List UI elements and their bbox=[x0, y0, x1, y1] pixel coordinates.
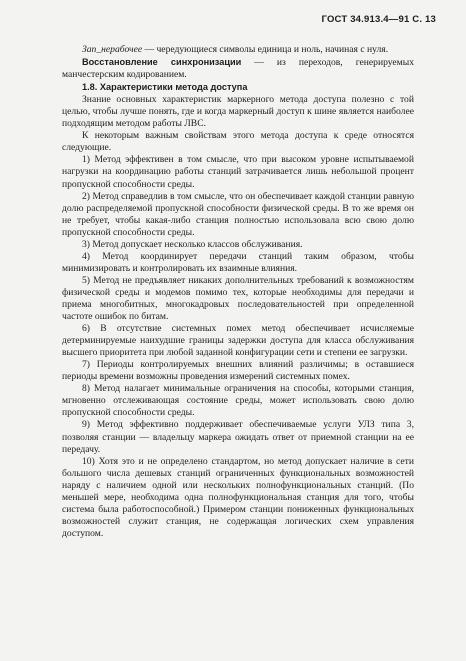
paragraph: Знание основных характеристик маркерного метода доступа полезно с той целью, чтобы лучше понять, где и когда маркерный доступ к шине является наиболее подходящим методом работы ЛВС. bbox=[62, 94, 414, 130]
list-item: 4) Метод координирует передачи станций таким образом, чтобы минимизировать и контролировать их взаимные влияния. bbox=[62, 250, 414, 274]
list-item: 5) Метод не предъявляет никаких дополнительных требований к возможностям физической среды и модемов помимо тех, которые необходимы для передачи и приема многобитных, многокадровых последовательностей при определенной частоте ошибок по битам. bbox=[62, 274, 414, 323]
section-heading: 1.8. Характеристики метода доступа bbox=[82, 82, 248, 93]
definition-term: Зап_нерабочее bbox=[82, 44, 143, 55]
paragraph: К некоторым важным свойствам этого метода доступа к среде относятся следующие. bbox=[62, 130, 414, 154]
definition-sync-recovery bbox=[62, 56, 414, 81]
list-item: 8) Метод налагает минимальные ограничения на способы, которыми станция, мгновенно отслеживающая состояние среды, может использовать свою долю пропускной способности среды. bbox=[62, 383, 414, 419]
list-item: 6) В отсутствие системных помех метод обеспечивает исчисляемые детерминируемые наихудшие границы задержки доступа для класса обслуживания высшего приоритета при любой заданной конфигурации сети и степени ее загрузки. bbox=[62, 323, 414, 359]
list-item: 3) Метод допускает несколько классов обслуживания. bbox=[82, 238, 303, 250]
definition-idle bbox=[62, 44, 414, 56]
list-item: 7) Периоды контролируемых внешних влияний различимы; в оставшиеся периоды времени возможны проведения измерений системных помех. bbox=[62, 359, 414, 383]
list-item: 9) Метод эффективно поддерживает обеспечиваемые услуги УЛЗ типа 3, позволяя станции — владельцу маркера ожидать ответ от приемной станции на ее передачу. bbox=[62, 419, 414, 455]
definition-term: Восстановление синхронизации bbox=[82, 57, 242, 68]
list-item: 1) Метод эффективен в том смысле, что при высоком уровне испытываемой нагрузки на координацию работы станций затрачивается лишь небольшой процент пропускной способности среды. bbox=[62, 154, 414, 190]
page-header: ГОСТ 34.913.4—91 С. 13 bbox=[321, 14, 436, 25]
page-body bbox=[62, 44, 414, 540]
definition-text: — из переходов, генерируемых манчестерским кодированием. bbox=[62, 57, 414, 81]
definition-text: — чередующиеся символы единица и ноль, начиная с нуля. bbox=[142, 44, 389, 55]
list-item: 10) Хотя это и не определено стандартом, но метод допускает наличие в сети большого числа дешевых станций ограниченных функциональных возможностей наряду с наличием одной или нескольких полнофункциональных станций. (По меньшей мере, необходима одна полнофункциональная станция для того, чтобы система была работоспособной.) Примером станции пониженных функциональных возможностей служит станция, не содержащая логических схем управления доступом. bbox=[62, 455, 414, 539]
list-item: 2) Метод справедлив в том смысле, что он обеспечивает каждой станции равную долю распределяемой пропускной способности физической среды. В то же время он не требует, чтобы какая-либо станция полностью использовала всю свою долю пропускной способности среды. bbox=[62, 190, 414, 238]
